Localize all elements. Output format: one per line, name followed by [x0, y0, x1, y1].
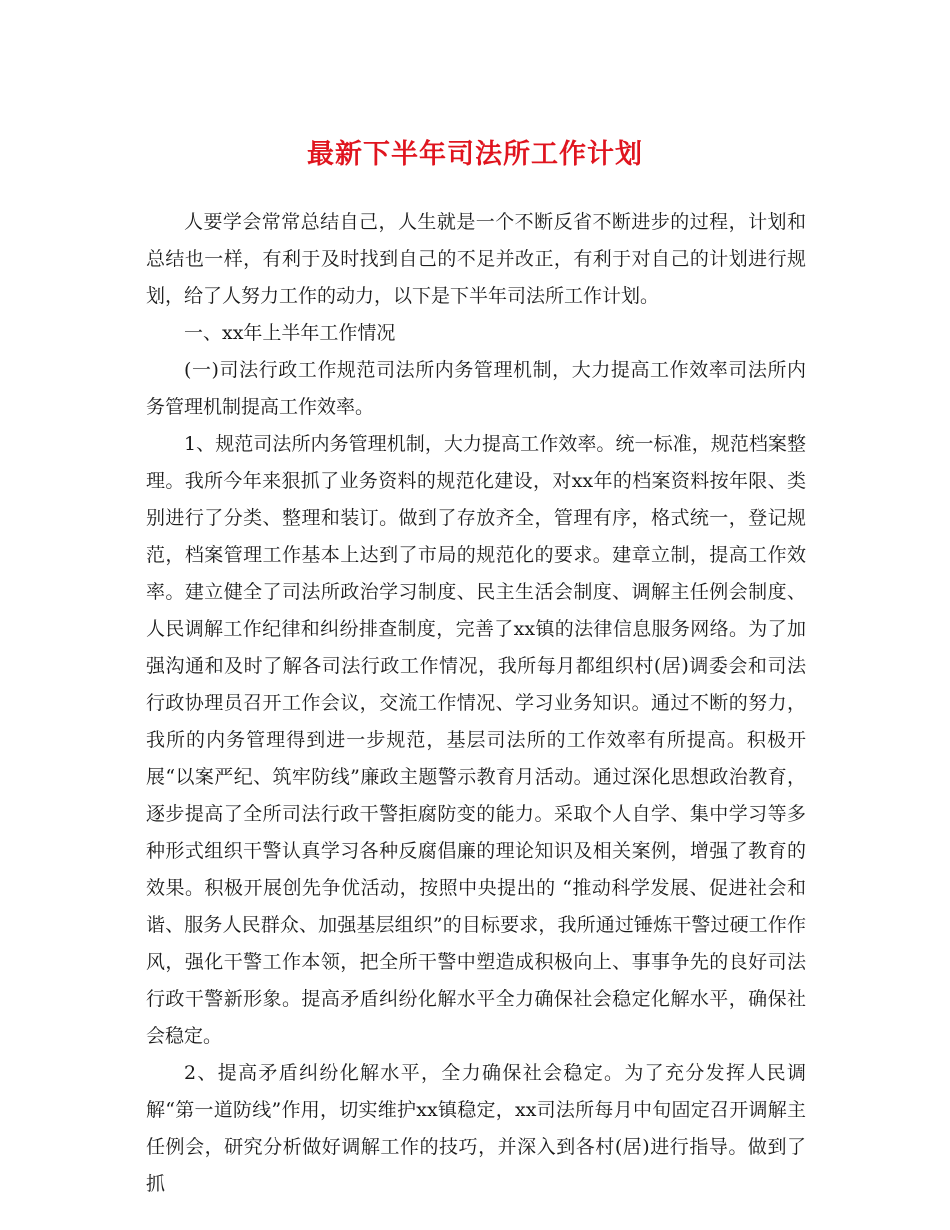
body-paragraph-2: 2、提高矛盾纠纷化解水平，全力确保社会稳定。为了充分发挥人民调解“第一道防线”作用，切实维护xx镇稳定，xx司法所每月中旬固定召开调解主任例会，研究分析做好调解工作的技巧，并深入到各村(居)进行指导。做到了抓 — [146, 1062, 806, 1195]
intro-paragraph: 人要学会常常总结自己，人生就是一个不断反省不断进步的过程，计划和总结也一样，有利于及时找到自己的不足并改正，有利于对自己的计划进行规划，给了人努力工作的动力，以下是下半年司法所工作计划。 — [146, 211, 806, 307]
subsection-heading-1: (一)司法行政工作规范司法所内务管理机制，大力提高工作效率司法所内务管理机制提高工作效率。 — [146, 359, 806, 418]
page-title: 最新下半年司法所工作计划 — [307, 139, 643, 170]
document-body — [146, 204, 806, 1203]
body-paragraph-1: 1、规范司法所内务管理机制，大力提高工作效率。统一标准，规范档案整理。我所今年来狠抓了业务资料的规范化建设，对xx年的档案资料按年限、类别进行了分类、整理和装订。做到了存放齐全，管理有序，格式统一，登记规范，档案管理工作基本上达到了市局的规范化的要求。建章立制，提高工作效率。建立健全了司法所政治学习制度、民主生活会制度、调解主任例会制度、人民调解工作纪律和纠纷排查制度，完善了xx镇的法律信息服务网络。为了加强沟通和及时了解各司法行政工作情况，我所每月都组织村(居)调委会和司法行政协理员召开工作会议，交流工作情况、学习业务知识。通过不断的努力，我所的内务管理得到进一步规范，基层司法所的工作效率有所提高。积极开展“以案严纪、筑牢防线”廉政主题警示教育月活动。通过深化思想政治教育，逐步提高了全所司法行政干警拒腐防变的能力。采取个人自学、集中学习等多种形式组织干警认真学习各种反腐倡廉的理论知识及相关案例，增强了教育的效果。积极开展创先争优活动，按照中央提出的 “推动科学发展、促进社会和谐、服务人民群众、加强基层组织”的目标要求，我所通过锤炼干警过硬工作作风，强化干警工作本领，把全所干警中塑造成积极向上、事事争先的良好司法行政干警新形象。提高矛盾纠纷化解水平全力确保社会稳定化解水平，确保社会稳定。 — [146, 433, 806, 1047]
section-heading-1: 一、xx年上半年工作情况 — [184, 322, 396, 344]
